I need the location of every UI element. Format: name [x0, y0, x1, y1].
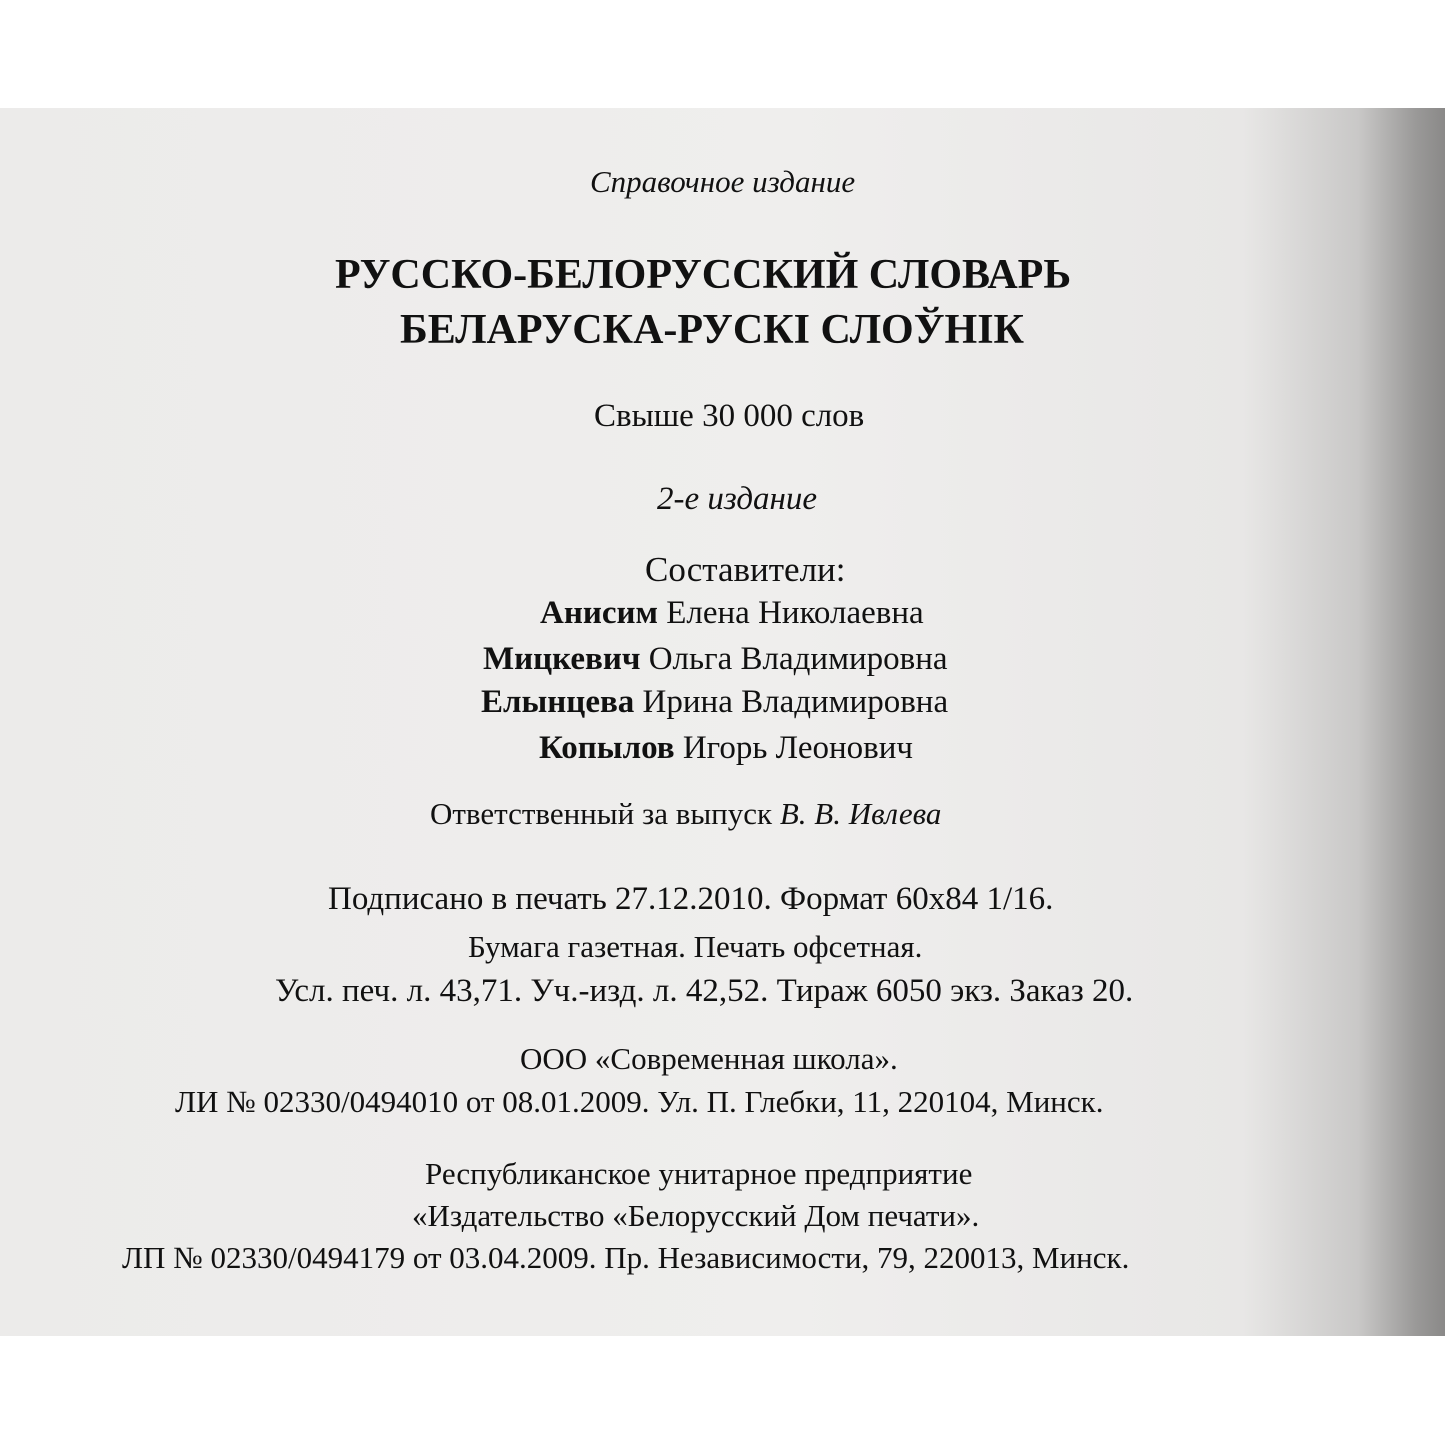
compiler-row: [481, 686, 948, 719]
title-belarusian: БЕЛАРУСКА-РУСКІ СЛОЎНІК: [400, 307, 1024, 353]
compiler-surname: Елынцева: [481, 684, 635, 720]
compilers-label: Составители:: [645, 550, 846, 589]
imprint-line-2: Бумага газетная. Печать офсетная.: [468, 929, 923, 964]
compiler-given-name: Ольга Владимировна: [648, 641, 948, 677]
edition-type: Справочное издание: [590, 164, 856, 199]
publisher-name: ООО «Современная школа».: [520, 1041, 898, 1076]
printer-line-2: «Издательство «Белорусский Дом печати».: [412, 1198, 980, 1233]
compiler-surname: Анисим: [540, 595, 658, 631]
imprint-line-3: Усл. печ. л. 43,71. Уч.-изд. л. 42,52. Тираж 6050 экз. Заказ 20.: [275, 973, 1134, 1009]
compiler-given-name: Игорь Леонович: [682, 730, 913, 766]
publisher-license: ЛИ № 02330/0494010 от 08.01.2009. Ул. П. Глебки, 11, 220104, Минск.: [175, 1084, 1104, 1119]
compiler-row: [539, 732, 913, 765]
printer-license: ЛП № 02330/0494179 от 03.04.2009. Пр. Независимости, 79, 220013, Минск.: [122, 1240, 1130, 1275]
title-russian: РУССКО-БЕЛОРУССКИЙ СЛОВАРЬ: [335, 252, 1072, 298]
compiler-given-name: Ирина Владимировна: [642, 684, 949, 720]
printer-line-1: Республиканское унитарное предприятие: [425, 1156, 973, 1191]
edition-number: 2-е издание: [657, 481, 818, 517]
responsible-name: В. В. Ивлева: [779, 796, 942, 831]
word-count: Свыше 30 000 слов: [594, 398, 865, 434]
compiler-given-name: Елена Николаевна: [666, 595, 924, 631]
imprint-page: [0, 108, 1445, 1336]
responsible-label: Ответственный за выпуск: [430, 796, 773, 831]
imprint-line-1: Подписано в печать 27.12.2010. Формат 60x84 1/16.: [328, 881, 1054, 917]
compiler-surname: Копылов: [539, 730, 675, 766]
compiler-row: [483, 643, 948, 676]
compiler-surname: Мицкевич: [483, 641, 641, 677]
compiler-row: [540, 597, 924, 630]
responsible-line: [430, 798, 941, 829]
